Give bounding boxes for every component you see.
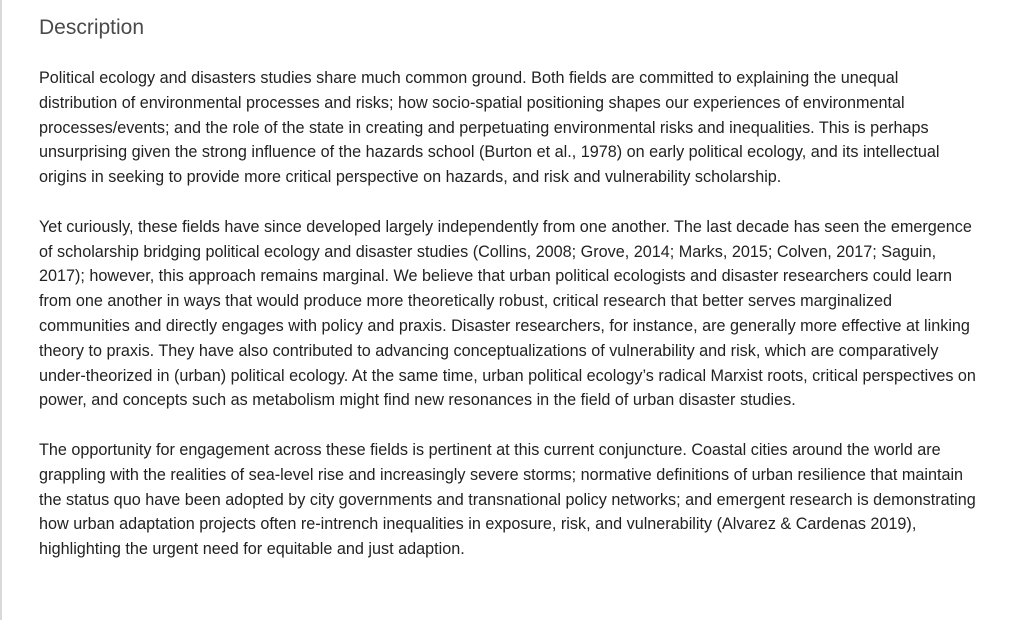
section-title: Description <box>39 16 145 39</box>
description-paragraph-2: Yet curiously, these fields have since developed largely independently from one another. The last decade has seen the emergence of scholarship bridging political ecology and disaster studies (Collins, 2008; Grove, 2014; Marks, 2015; Colven, 2017; Saguin, 2017); however, this approach remains marginal. We believe that urban political ecologists and disaster researchers could learn from one another in ways that would produce more theoretically robust, critical research that better serves marginalized communities and directly engages with policy and praxis. Disaster researchers, for instance, are generally more effective at linking theory to praxis. They have also contributed to advancing conceptualizations of vulnerability and risk, which are comparatively under-theorized in (urban) political ecology. At the same time, urban political ecology’s radical Marxist roots, critical perspectives on power, and concepts such as metabolism might find new resonances in the field of urban disaster studies. <box>39 217 976 410</box>
description-paragraph-3: The opportunity for engagement across these fields is pertinent at this current conjuncture. Coastal cities around the world are grappling with the realities of sea-level rise and increasingly severe storms; normative definitions of urban resilience that maintain the status quo have been adopted by city governments and transnational policy networks; and emergent research is demonstrating how urban adaptation projects often re-intrench inequalities in exposure, risk, and vulnerability (Alvarez & Cardenas 2019), highlighting the urgent need for equitable and just adaption. <box>39 440 976 559</box>
description-section <box>39 14 979 587</box>
left-border-divider <box>0 0 2 620</box>
description-paragraph-1: Political ecology and disasters studies share much common ground. Both fields are committed to explaining the unequal distribution of environmental processes and risks; how socio-spatial positioning shapes our experiences of environmental processes/events; and the role of the state in creating and perpetuating environmental risks and inequalities. This is perhaps unsurprising given the strong influence of the hazards school (Burton et al., 1978) on early political ecology, and its intellectual origins in seeking to provide more critical perspective on hazards, and risk and vulnerability scholarship. <box>39 69 940 187</box>
